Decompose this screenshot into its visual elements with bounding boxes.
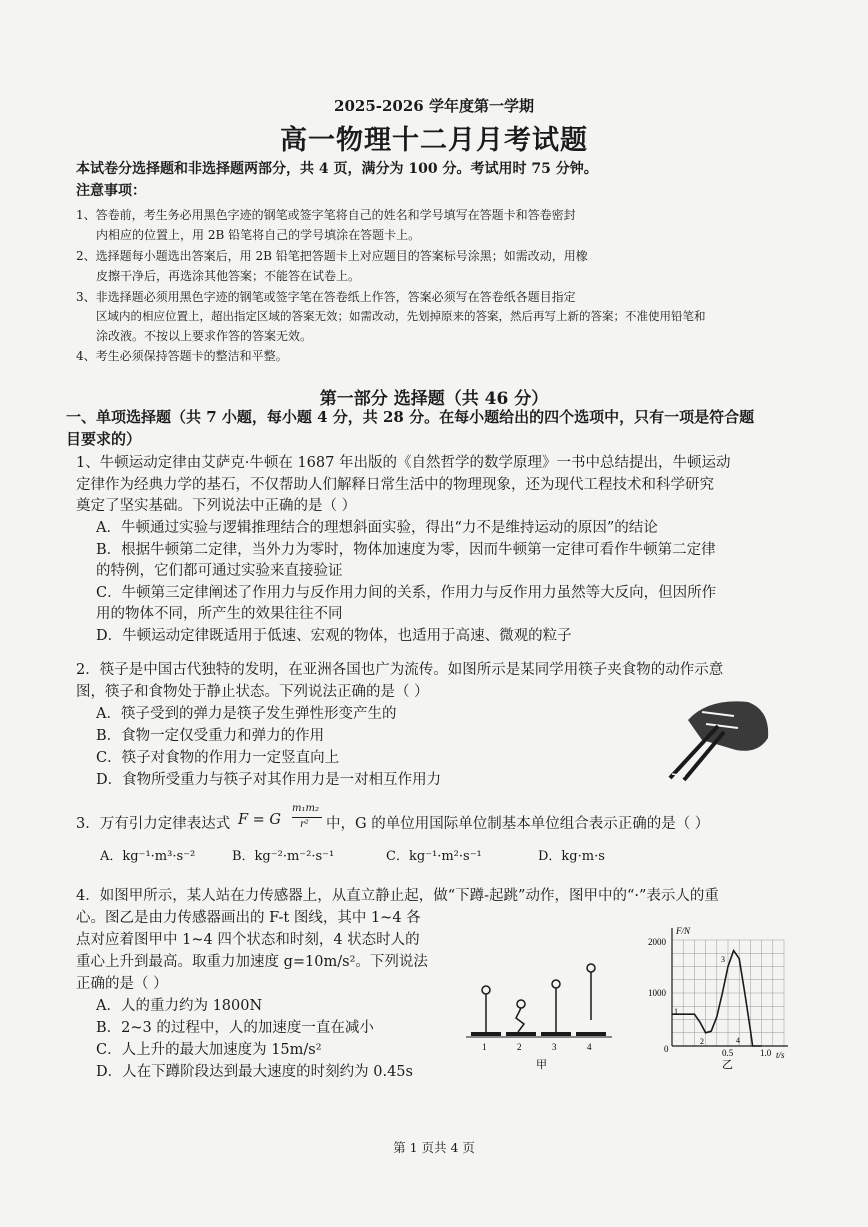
point-label: 3: [721, 955, 725, 964]
figure-caption: 乙: [722, 1059, 733, 1071]
y-tick-label: 2000: [648, 937, 666, 947]
exam-title: 高一物理十二月月考试题: [280, 125, 588, 156]
center-of-mass-icon: [482, 986, 490, 994]
q1-option-c: C．牛顿第三定律阐述了作用力与反作用力间的关系，作用力与反作用力虽然等大反向，但因所作: [96, 585, 717, 601]
q2-option-c: C．筷子对食物的作用力一定竖直向上: [96, 750, 340, 766]
center-of-mass-icon: [552, 980, 560, 988]
q4-option-d: D．人在下蹲阶段达到最大速度的时刻约为 0.45s: [96, 1064, 413, 1080]
q3-stem-pre: 3．万有引力定律表达式: [76, 816, 231, 832]
q4-stem: 正确的是（ ）: [76, 976, 168, 992]
q4-stem: 重心上升到最高。取重力加速度 g=10m/s²。下列说法: [76, 954, 428, 970]
q1-option-d: D．牛顿运动定律既适用于低速、宏观的物体，也适用于高速、微观的粒子: [96, 628, 572, 644]
state-label: 4: [587, 1042, 592, 1052]
part-heading-cont: 目要求的）: [66, 430, 142, 448]
notice-heading: 注意事项：: [76, 183, 146, 199]
q1-stem: 奠定了坚实基础。下列说法中正确的是（ ）: [76, 498, 357, 514]
q2-option-b: B．食物一定仅受重力和弹力的作用: [96, 728, 325, 744]
q4-stem: 点对应着图甲中 1~4 四个状态和时刻，4 状态时人的: [76, 932, 420, 948]
q3-fraction-numerator: m₁m₂: [292, 803, 319, 814]
section-title: 第一部分 选择题（共 46 分）: [319, 389, 549, 409]
q1-option-b-cont: 的特例，它们都可通过实验来直接验证: [96, 563, 343, 579]
point-label: 4: [736, 1036, 740, 1045]
fraction-bar: [292, 817, 322, 818]
force-sensor-plate: [541, 1032, 571, 1036]
part-heading: 一、单项选择题（共 7 小题，每小题 4 分，共 28 分。在每小题给出的四个选项中，只有一项是符合题: [66, 408, 755, 426]
q1-option-b: B．根据牛顿第二定律，当外力为零时，物体加速度为零，因而牛顿第一定律可看作牛顿第二定律: [96, 542, 716, 558]
q1-option-c-cont: 用的物体不同，所产生的效果往往不同: [96, 606, 343, 622]
q4-stem: 4．如图甲所示，某人站在力传感器上，从直立静止起，做“下蹲-起跳”动作，图甲中的“·”表示人的重: [76, 888, 719, 904]
center-of-mass-icon: [517, 1000, 525, 1008]
q2-stem: 图，筷子和食物处于静止状态。下列说法正确的是（ ）: [76, 684, 429, 700]
x-tick-label: 0.5: [722, 1048, 734, 1058]
q3-option-c: C．kg⁻¹·m²·s⁻¹: [386, 849, 482, 864]
force-sensor-plate: [506, 1032, 536, 1036]
q4-option-c: C．人上升的最大加速度为 15m/s²: [96, 1042, 322, 1058]
q1-option-a: A．牛顿通过实验与逻辑推理结合的理想斜面实验，得出“力不是维持运动的原因”的结论: [96, 520, 658, 536]
notice-line: 皮擦干净后，再选涂其他答案；不能答在试卷上。: [96, 269, 361, 283]
chopsticks-hand-figure: [658, 690, 772, 782]
q4-option-b: B．2~3 的过程中，人的加速度一直在减小: [96, 1020, 374, 1036]
figure-jia: [466, 960, 616, 1070]
force-sensor-plate: [576, 1032, 606, 1036]
q1-stem: 1、牛顿运动定律由艾萨克·牛顿在 1687 年出版的《自然哲学的数学原理》一书中总结提出，牛顿运动: [76, 455, 731, 471]
notice-line: 1、答卷前，考生务必用黑色字迹的钢笔或签字笔将自己的姓名和学号填写在答题卡和答卷密封: [76, 208, 576, 222]
q3-fraction-denominator: r²: [300, 819, 309, 830]
point-label: 2: [700, 1037, 704, 1046]
figure-caption: 甲: [536, 1059, 547, 1070]
q3-stem-post: 中，G 的单位用国际单位制基本单位组合表示正确的是（ ）: [326, 816, 710, 832]
state-label: 1: [482, 1042, 487, 1052]
notice-line: 涂改液。不按以上要求作答的答案无效。: [96, 329, 313, 343]
x-axis-label: t/s: [776, 1050, 785, 1060]
y-tick-label: 1000: [648, 988, 666, 998]
y-tick-label: 0: [664, 1044, 669, 1054]
q4-option-a: A．人的重力约为 1800N: [96, 998, 263, 1014]
q2-stem: 2．筷子是中国古代独特的发明，在亚洲各国也广为流传。如图所示是某同学用筷子夹食物的动作示意: [76, 662, 724, 678]
q3-option-b: B．kg⁻²·m⁻²·s⁻¹: [232, 849, 335, 864]
state-label: 2: [517, 1042, 522, 1052]
notice-line: 4、考生必须保持答题卡的整洁和平整。: [76, 349, 288, 363]
exam-term: 2025-2026 学年度第一学期: [334, 97, 534, 115]
exam-intro: 本试卷分选择题和非选择题两部分，共 4 页，满分为 100 分。考试用时 75 分钟。: [76, 161, 598, 177]
force-sensor-plate: [471, 1032, 501, 1036]
x-tick-label: 1.0: [760, 1048, 772, 1058]
q1-stem: 定律作为经典力学的基石，不仅帮助人们解释日常生活中的物理现象，还为现代工程技术和科学研究: [76, 477, 714, 493]
page-footer: 第 1 页共 4 页: [393, 1140, 475, 1155]
q4-stem: 心。图乙是由力传感器画出的 F-t 图线，其中 1~4 各: [76, 910, 421, 926]
point-label: 1: [674, 1007, 678, 1016]
figure-yi-ft-chart: [628, 922, 796, 1072]
notice-line: 区域内的相应位置上，超出指定区域的答案无效；如需改动，先划掉原来的答案，然后再写上新的答案；不准使用铅笔和: [96, 309, 706, 323]
notice-line: 3、非选择题必须用黑色字迹的钢笔或签字笔在答卷纸上作答，答案必须写在答卷纸各题目指定: [76, 290, 576, 304]
q3-option-a: A．kg⁻¹·m³·s⁻²: [100, 849, 196, 864]
q2-option-a: A．筷子受到的弹力是筷子发生弹性形变产生的: [96, 706, 397, 722]
q3-option-d: D．kg·m·s: [538, 849, 605, 864]
chart-grid: [672, 940, 784, 1046]
notice-line: 内相应的位置上，用 2B 铅笔将自己的学号填涂在答题卡上。: [96, 228, 421, 242]
q3-formula: F = G: [238, 812, 282, 828]
notice-line: 2、选择题每小题选出答案后，用 2B 铅笔把答题卡上对应题目的答案标号涂黑；如需改动，用橡: [76, 249, 588, 263]
y-axis-label: F/N: [676, 926, 691, 936]
state-label: 3: [552, 1042, 557, 1052]
center-of-mass-icon: [587, 964, 595, 972]
q2-option-d: D．食物所受重力与筷子对其作用力是一对相互作用力: [96, 772, 442, 788]
